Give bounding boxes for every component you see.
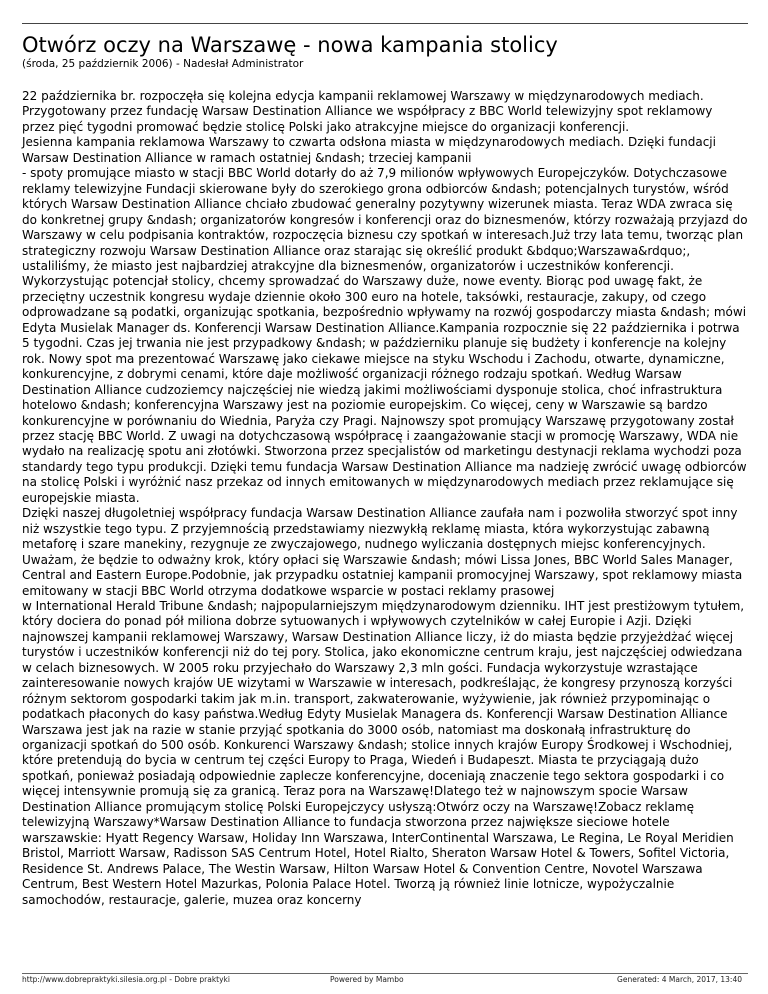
article-paragraph: Jesienna kampania reklamowa Warszawy to czwarta odsłona miasta w międzynarodowych mediach. Dzięki fundacji Warsaw Destination Alliance w ramach ostatniej &ndash; trzeciej kampanii (22, 135, 716, 165)
article-title: Otwórz oczy na Warszawę - nowa kampania stolicy (22, 33, 558, 57)
article-meta: (środa, 25 październik 2006) - Nadesłał Administrator (22, 58, 304, 70)
footer-generated: Generated: 4 March, 2017, 13:40 (617, 975, 742, 984)
article-body (22, 89, 748, 908)
article-paragraph: Dzięki naszej długoletniej współpracy fundacja Warsaw Destination Alliance zaufała nam i pozwoliła stworzyć spot inny niż wszystkie tego typu. Z przyjemnością przedstawiamy niezwykłą reklamę miasta, która wykorzystując zabawną metaforę i szare manekiny, rezygnuje ze zwyczajowego, nudnego wyliczania dostępnych miejsc konferencyjnych. Uważam, że będzie to odważny krok, który opłaci się Warszawie &ndash; mówi Lissa Jones, BBC World Sales Manager, Central and Eastern Europe.Podobnie, jak przypadku ostatniej kampanii promocyjnej Warszawy, spot reklamowy miasta emitowany w stacji BBC World otrzyma dodatkowe wsparcie w postaci reklamy prasowej (22, 506, 743, 598)
article-paragraph: 22 października br. rozpoczęła się kolejna edycja kampanii reklamowej Warszawy w międzynarodowych mediach. Przygotowany przez fundację Warsaw Destination Alliance we współpracy z BBC World telewizyjny spot reklamowy przez pięć tygodni promować będzie stolicę Polski jako atrakcyjne miejsce do organizacji konferencji. (22, 89, 713, 134)
top-divider (22, 23, 748, 24)
footer-divider (22, 973, 748, 974)
footer-powered-by: Powered by Mambo (330, 975, 404, 984)
article-paragraph: w International Herald Tribune &ndash; najpopularniejszym międzynarodowym dzienniku. IHT jest prestiżowym tytułem, który dociera do ponad pół miliona dobrze sytuowanych i wpływowych czytelników w całej Europie i Azji. Dzięki najnowszej kampanii reklamowej Warszawy, Warsaw Destination Alliance liczy, iż do miasta będzie przyjeżdżać więcej turystów i uczestników konferencji niż do tej pory. Stolica, jako ekonomiczne centrum kraju, jest najczęściej odwiedzana w celach biznesowych. W 2005 roku przyjechało do Warszawy 2,3 mln gości. Fundacja wykorzystuje wzrastające zainteresowanie nowych krajów UE wizytami w Warszawie w interesach, podkreślając, że kongresy przynoszą korzyści różnym sektorom gospodarki takim jak m.in. transport, zakwaterowanie, wyżywienie, jak również przypominając o podatkach płaconych do kasy państwa.Według Edyty Musielak Managera ds. Konferencji Warsaw Destination Alliance Warszawa jest jak na razie w stanie przyjąć spotkania do 3000 osób, natomiast ma doskonałą infrastrukturę do organizacji spotkań do 500 osób. Konkurenci Warszawy &ndash; stolice innych krajów Europy Środkowej i Wschodniej, które pretendują do bycia w centrum tej części Europy to Praga, Wiedeń i Budapeszt. Miasta te przyciągają dużo spotkań, ponieważ posiadają odpowiednie zaplecze konferencyjne, doceniają znaczenie tego sektora gospodarki i co więcej intensywnie promują się za granicą. Teraz pora na Warszawę!Dlatego też w najnowszym spocie Warsaw Destination Alliance promującym stolicę Polski Europejczycy usłyszą:Otwórz oczy na Warszawę!Zobacz reklamę telewizyjną Warszawy*Warsaw Destination Alliance to fundacja stworzona przez największe sieciowe hotele warszawskie: Hyatt Regency Warsaw, Holiday Inn Warszawa, InterContinental Warszawa, Le Regina, Le Royal Meridien Bristol, Marriott Warsaw, Radisson SAS Centrum Hotel, Hotel Rialto, Sheraton Warsaw Hotel & Towers, Sofitel Victoria, Residence St. Andrews Palace, The Westin Warsaw, Hilton Warsaw Hotel & Convention Centre, Novotel Warszawa Centrum, Best Western Hotel Mazurkas, Polonia Palace Hotel. Tworzą ją również linie lotnicze, wypożyczalnie samochodów, restauracje, galerie, muzea oraz koncerny (22, 598, 745, 907)
footer-url-link[interactable]: http://www.dobrepraktyki.silesia.org.pl - Dobre praktyki (22, 975, 230, 984)
article-paragraph: - spoty promujące miasto w stacji BBC World dotarły do aż 7,9 milionów wpływowych Europejczyków. Dotychczasowe reklamy telewizyjne Fundacji skierowane były do szerokiego grona odbiorców &ndash; potencjalnych turystów, wśród których Warsaw Destination Alliance chciało zbudować generalny pozytywny wizerunek miasta. Teraz WDA zwraca się do konkretnej grupy &ndash; organizatorów kongresów i konferencji oraz do biznesmenów, którzy rozważają przyjazd do Warszawy w celu podpisania kontraktów, rozpoczęcia biznesu czy spotkań w interesach.Już trzy lata temu, tworząc plan strategiczny rozwoju Warsaw Destination Alliance oraz starając się określić produkt &bdquo;Warszawa&rdquo;, ustaliliśmy, że miasto jest najbardziej atrakcyjne dla biznesmenów, organizatorów i uczestników konferencji. Wykorzystując potencjał stolicy, chcemy sprowadzać do Warszawy duże, nowe eventy. Biorąc pod uwagę fakt, że przeciętny uczestnik kongresu wydaje dziennie około 300 euro na hotele, taksówki, restauracje, zakupy, od czego odprowadzane są podatki, organizując spotkania, bezpośrednio wpływamy na rozwój gospodarczy miasta &ndash; mówi Edyta Musielak Manager ds. Konferencji Warsaw Destination Alliance.Kampania rozpocznie się 22 października i potrwa 5 tygodni. Czas jej trwania nie jest przypadkowy &ndash; w październiku planuje się budżety i konferencje na kolejny rok. Nowy spot ma prezentować Warszawę jako ciekawe miejsce na styku Wschodu i Zachodu, otwarte, dynamiczne, konkurencyjne, z dobrymi cenami, które daje możliwość organizacji różnego rodzaju spotkań. Według Warsaw Destination Alliance cudzoziemcy najczęściej nie wiedzą jakimi możliwościami dysponuje stolica, choć infrastruktura hotelowo &ndash; konferencyjna Warszawy jest na poziomie europejskim. Co więcej, ceny w Warszawie są bardzo konkurencyjne w porównaniu do Wiednia, Paryża czy Pragi. Najnowszy spot promujący Warszawę przygotowany został przez stację BBC World. Z uwagi na dotychczasową współpracę i zaangażowanie stacji w promocję Warszawy, WDA nie wydało na realizację spotu ani złotówki. Stworzona przez specjalistów od marketingu destynacji reklama wychodzi poza standardy tego typu produkcji. Dzięki temu fundacja Warsaw Destination Alliance ma nadzieję zwrócić uwagę odbiorców na stolicę Polski i wyróżnić nasz przekaz od innych emitowanych w międzynarodowych mediach przez reklamujące się europejskie miasta. (22, 166, 748, 505)
